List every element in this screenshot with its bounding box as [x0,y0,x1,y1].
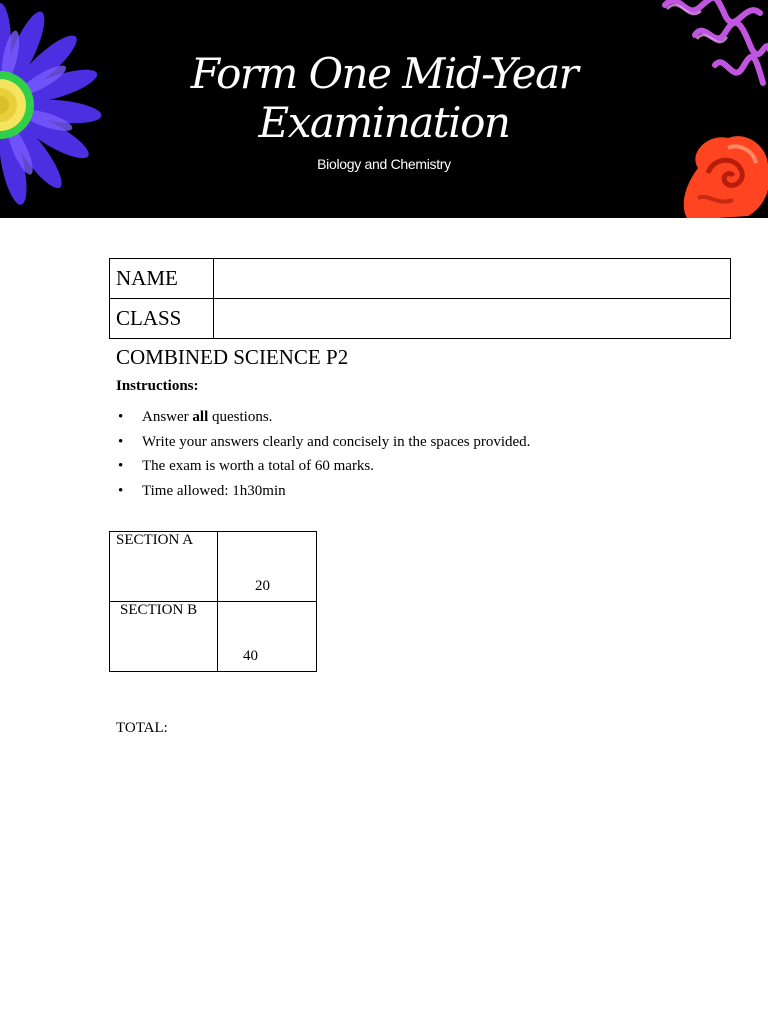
header-banner [0,0,768,218]
section-a-marks: 20 [255,578,270,594]
instruction-item: • Time allowed: 1h30min [116,479,530,504]
class-field[interactable] [214,299,731,339]
section-b-marks: 40 [243,648,258,664]
section-b-cell [110,602,218,672]
marks-row-section-b [110,602,317,672]
instructions-list [116,405,530,503]
exam-title-line2: Examination [258,98,510,147]
total-label: TOTAL: [116,720,168,736]
instruction-item: • The exam is worth a total of 60 marks. [116,454,530,479]
instructions-heading: Instructions: [116,378,199,394]
name-field[interactable] [214,259,731,299]
bullet-icon: • [118,482,124,499]
marks-row-section-a [110,532,317,602]
exam-subtitle: Biology and Chemistry [317,156,451,172]
instruction-item: • Write your answers clearly and concisely in the spaces provided. [116,430,530,455]
student-info-table [109,258,731,339]
bullet-icon: • [118,433,124,450]
section-a-cell [110,532,218,602]
exam-title-line1: Form One Mid-Year [190,49,578,98]
class-label: CLASS [110,299,214,339]
section-a-label: SECTION A [116,532,194,548]
paper-title: COMBINED SCIENCE P2 [116,345,349,369]
bullet-icon: • [118,458,124,475]
name-label: NAME [110,259,214,299]
instruction-item: • Answer all questions. [116,405,530,430]
section-a-marks-cell[interactable] [218,532,317,602]
marks-table [109,531,317,672]
section-b-label: SECTION B [120,602,198,618]
name-row [110,259,731,299]
bullet-icon: • [118,409,124,425]
class-row [110,299,731,339]
section-b-marks-cell[interactable] [218,602,317,672]
